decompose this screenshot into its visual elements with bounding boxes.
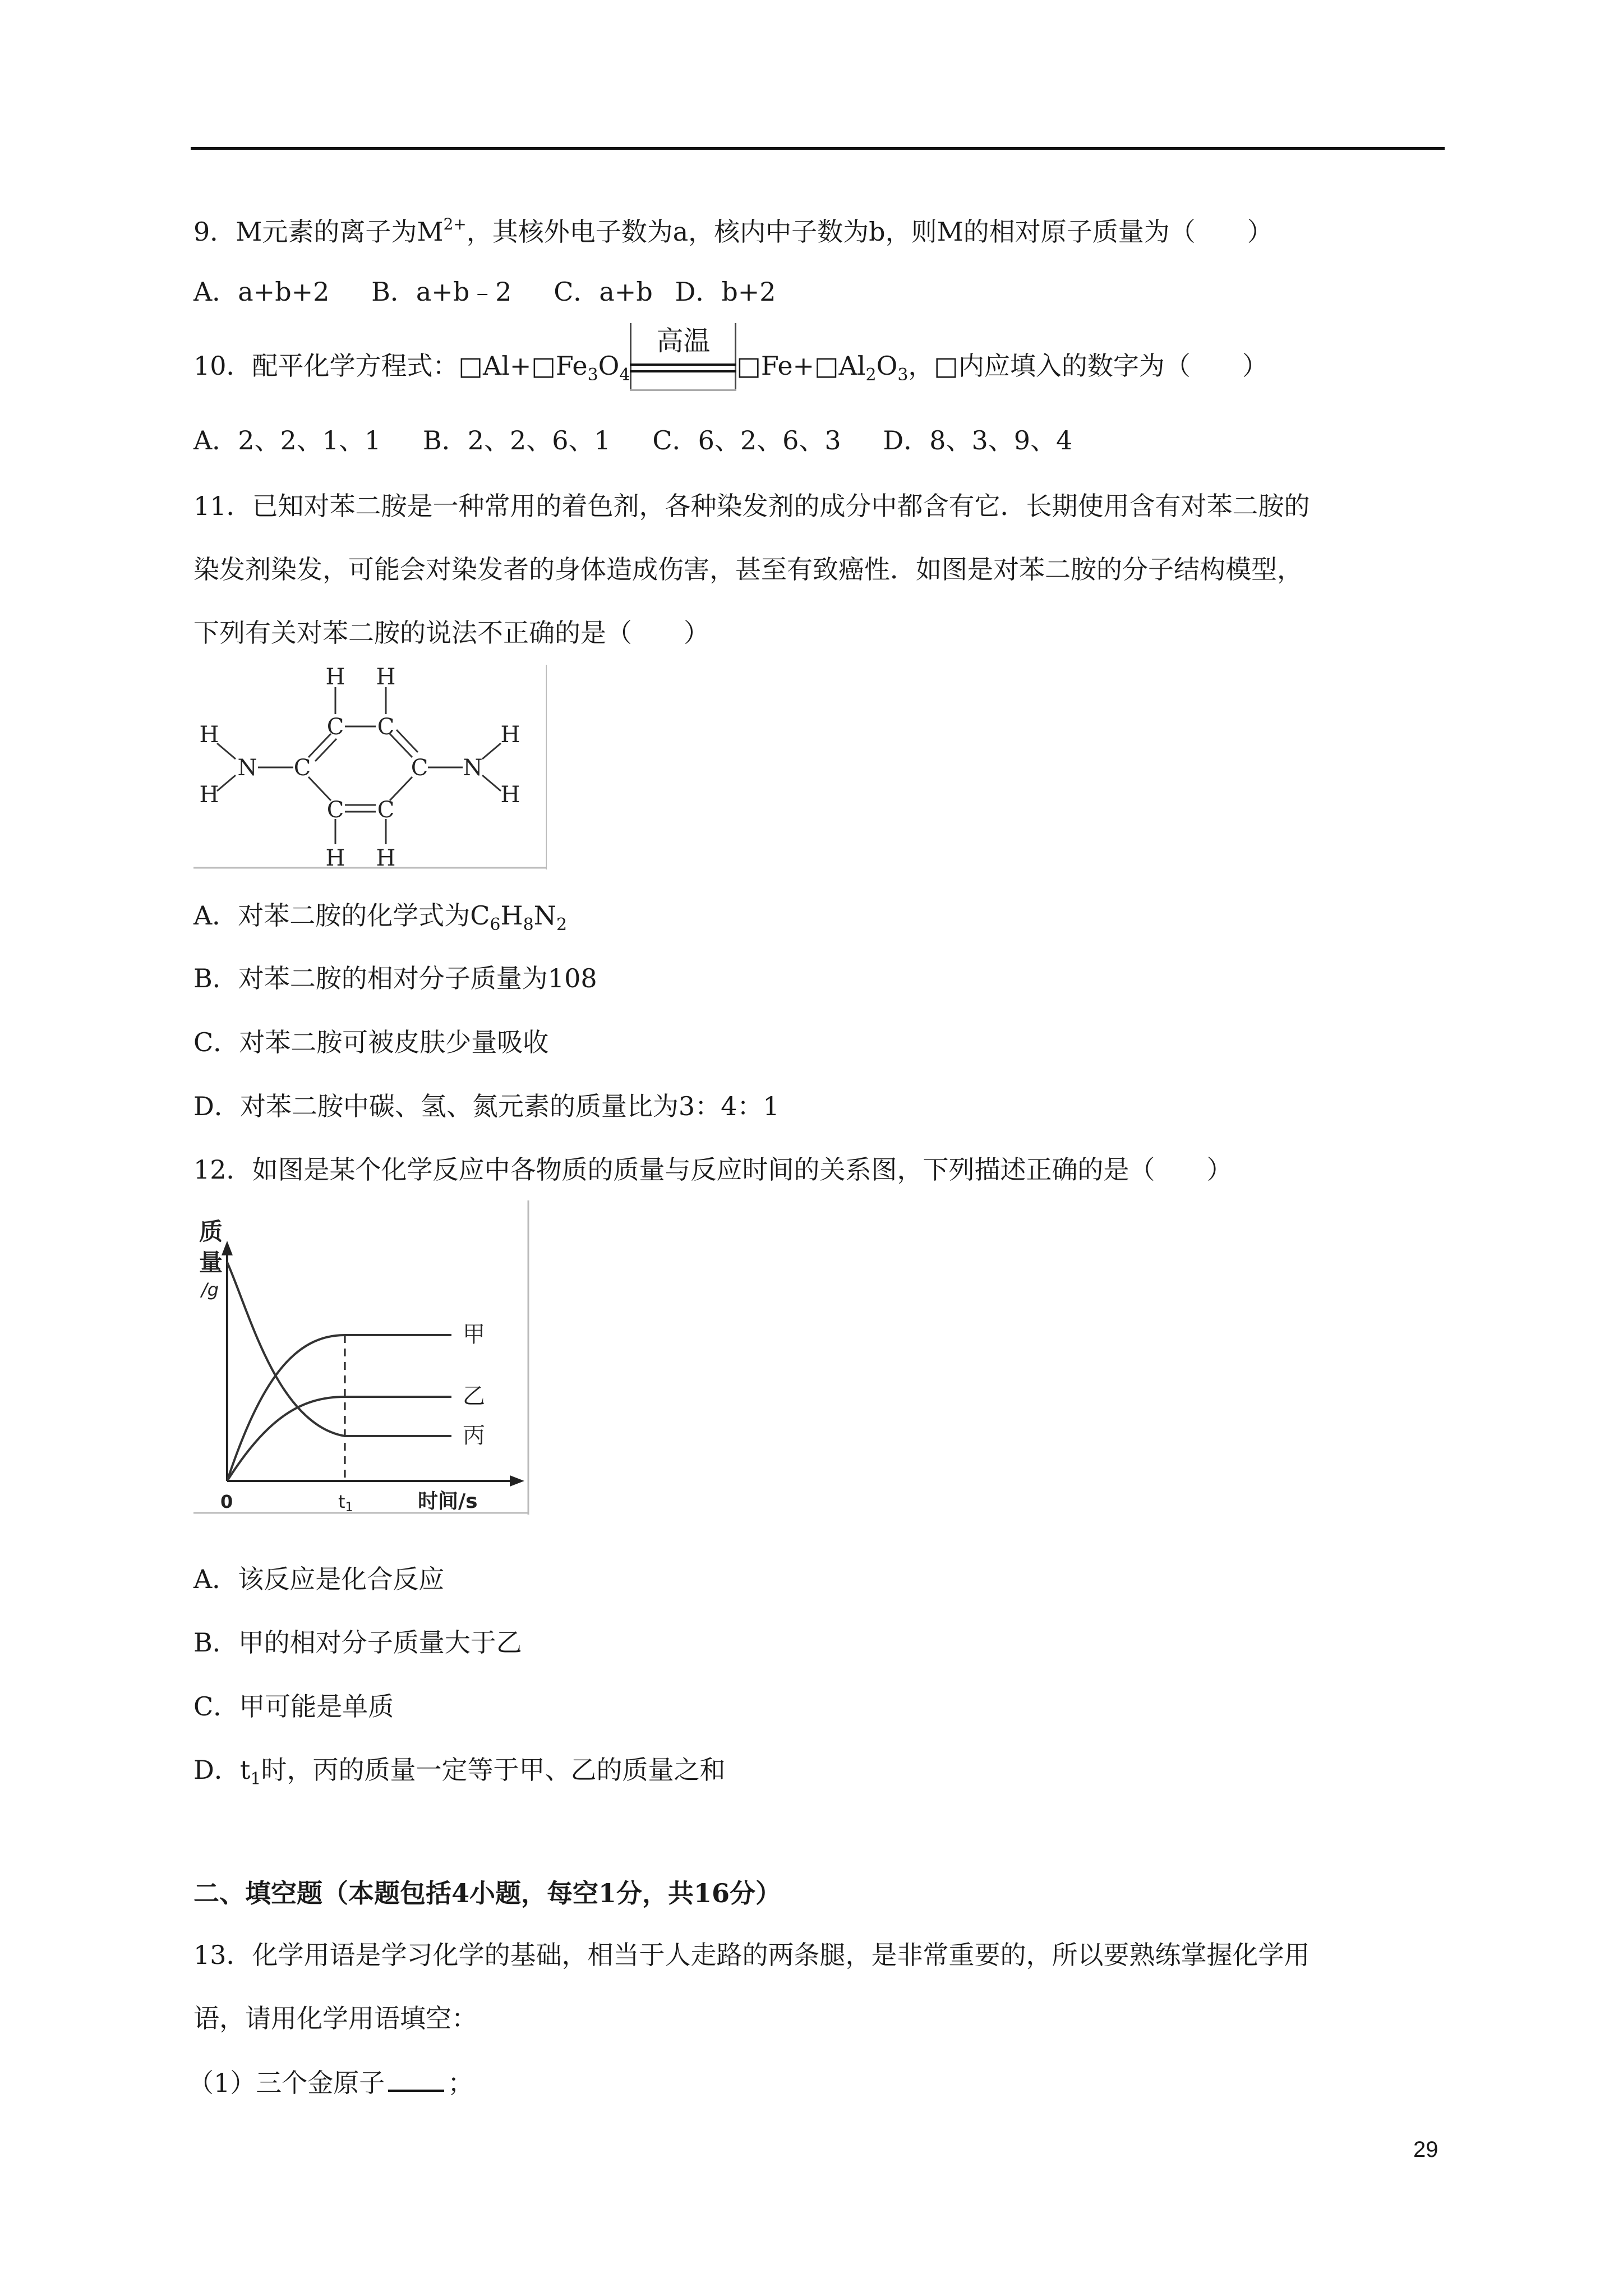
- q13-stem-line-1: 13．化学用语是学习化学的基础，相当于人走路的两条腿，是非常重要的，所以要熟练掌握化学用: [193, 1940, 1310, 1970]
- atom-h: H: [500, 722, 520, 748]
- x-tick-t1: t1: [338, 1491, 353, 1515]
- q12-option-a[interactable]: A．该反应是化合反应: [193, 1564, 445, 1594]
- atom-h: H: [325, 665, 345, 690]
- atom-c: C: [377, 714, 395, 740]
- series-label-bing: 丙: [463, 1423, 485, 1448]
- atom-h: H: [376, 665, 396, 690]
- mass-time-chart: [193, 1200, 530, 1515]
- y-axis-label-1: 质: [199, 1218, 223, 1245]
- atom-n: N: [463, 755, 483, 781]
- q11-option-b[interactable]: B．对苯二胺的相对分子质量为108: [193, 963, 597, 993]
- atom-h: H: [500, 782, 520, 808]
- atom-c: C: [326, 714, 344, 740]
- q13-stem-line-2: 语，请用化学用语填空：: [193, 2003, 477, 2033]
- q12-option-c[interactable]: C．甲可能是单质: [193, 1691, 394, 1722]
- q11-option-c[interactable]: C．对苯二胺可被皮肤少量吸收: [193, 1027, 549, 1057]
- q10-option-b[interactable]: B．2、2、6、1: [422, 425, 611, 455]
- q10-option-d[interactable]: D．8、3、9、4: [883, 425, 1073, 455]
- q9-option-b[interactable]: B．a+b﹣2: [371, 277, 512, 307]
- atom-h: H: [325, 845, 345, 869]
- q11-stem-line-2: 染发剂染发，可能会对染发者的身体造成伤害，甚至有致癌性．如图是对苯二胺的分子结构模型，: [193, 554, 1303, 585]
- q11-stem-line-3: 下列有关对苯二胺的说法不正确的是（ ）: [193, 618, 709, 648]
- x-tick-origin: 0: [220, 1491, 233, 1512]
- atom-h: H: [199, 722, 219, 748]
- atom-c: C: [293, 755, 311, 781]
- x-axis-arrow-icon: [510, 1475, 524, 1487]
- series-line-jia: [227, 1335, 451, 1481]
- page-number: 29: [1413, 2137, 1438, 2162]
- molecule-structure-diagram: [193, 665, 547, 869]
- q9-option-c[interactable]: C．a+b: [554, 277, 653, 307]
- atom-h: H: [376, 845, 396, 869]
- q12-option-b[interactable]: B．甲的相对分子质量大于乙: [193, 1627, 522, 1658]
- reaction-condition: 高温: [630, 351, 736, 385]
- q12-option-d[interactable]: D．$t_1$时，丙的质量一定等于甲、乙的质量之和: [193, 1755, 726, 1789]
- series-line-yi: [227, 1397, 451, 1481]
- y-axis-label-3: /g: [201, 1279, 219, 1300]
- atom-n: N: [237, 755, 257, 781]
- q10-option-a[interactable]: A．2、2、1、1: [193, 425, 381, 455]
- q11-stem-line-1: 11．已知对苯二胺是一种常用的着色剂，各种染发剂的成分中都含有它．长期使用含有对苯二胺的: [193, 491, 1310, 521]
- q10-option-c[interactable]: C．6、2、6、3: [652, 425, 841, 455]
- atom-h: H: [199, 782, 219, 808]
- q9-option-a[interactable]: A．a+b+2: [193, 277, 330, 307]
- q11-option-d[interactable]: D．对苯二胺中碳、氢、氮元素的质量比为3：4：1: [193, 1091, 780, 1121]
- series-line-bing: [227, 1262, 451, 1436]
- answer-blank[interactable]: [388, 2067, 444, 2092]
- atom-c: C: [377, 797, 395, 823]
- series-label-yi: 乙: [463, 1383, 485, 1409]
- q11-option-a[interactable]: A．对苯二胺的化学式为$C_6H_8N_2$: [193, 900, 568, 935]
- header-rule: [191, 147, 1445, 150]
- q13-item-1: （1）三个金原子 ；: [188, 2068, 474, 2098]
- q10-options: [193, 424, 1072, 457]
- x-axis-label: 时间/s: [418, 1490, 478, 1513]
- section-title: 二、填空题（本题包括4小题，每空1分，共16分）: [193, 1878, 782, 1908]
- series-label-jia: 甲: [463, 1322, 485, 1347]
- atom-c: C: [411, 755, 428, 781]
- q9-stem: 9．M元素的离子为$M^{2+}$，其核外电子数为a，核内中子数为b，则M的相对原子质量为（ ）: [193, 215, 1273, 247]
- y-axis-arrow-icon: [222, 1241, 233, 1255]
- atom-c: C: [326, 797, 344, 823]
- q9-option-d[interactable]: D．b+2: [675, 277, 776, 307]
- y-axis-label-2: 量: [199, 1249, 223, 1276]
- q9-options: [193, 275, 776, 309]
- q12-stem: 12．如图是某个化学反应中各物质的质量与反应时间的关系图，下列描述正确的是（ ）: [193, 1154, 1233, 1185]
- q10-stem: 10．配平化学方程式：$□Al+□Fe_3O_4$ 高温 $□Fe+□Al_2O_3$，□内应填入的数字为（ ）: [193, 349, 1268, 392]
